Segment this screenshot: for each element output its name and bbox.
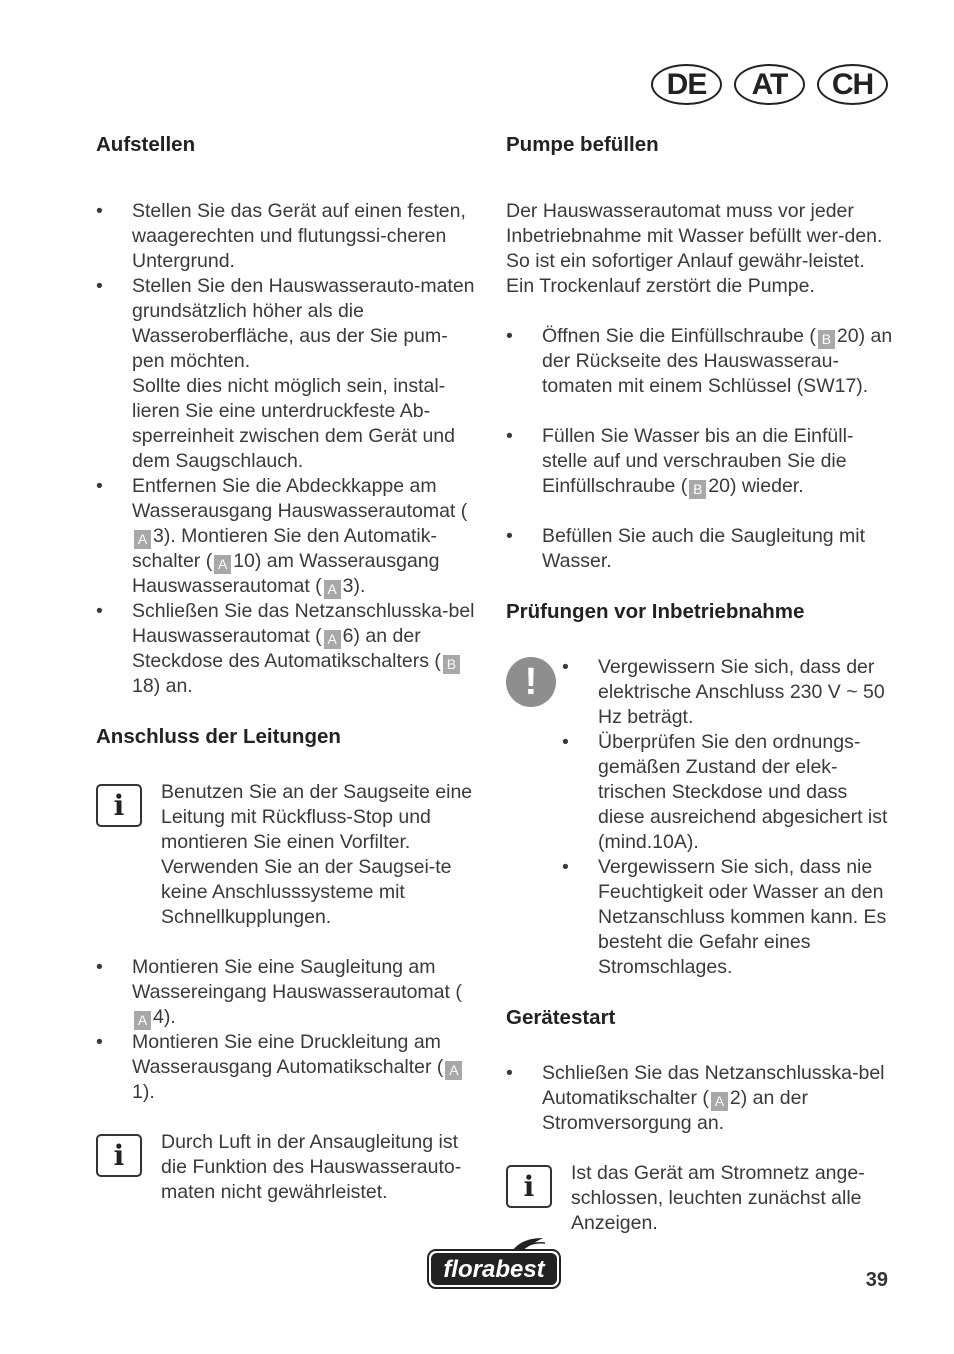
figure-ref-a: A — [324, 580, 341, 599]
info-note — [96, 1130, 476, 1205]
list-item-text: 10) am Wasserausgang Hauswasserautomat ( — [132, 550, 440, 597]
pumpe-list — [506, 324, 896, 574]
figure-ref-b: B — [443, 655, 460, 674]
list-item — [96, 599, 476, 699]
info-icon: i — [506, 1165, 552, 1208]
info-note — [96, 780, 476, 930]
list-item — [96, 199, 476, 274]
warning-note — [506, 655, 896, 980]
list-item-text: 20) wieder. — [708, 475, 804, 497]
list-item — [96, 274, 476, 474]
list-item-text: 18) an. — [132, 675, 193, 697]
list-item-text: Montieren Sie eine Saugleitung am Wassereingang Hauswasserautomat ( — [132, 956, 462, 1003]
list-item-text: Befüllen Sie auch die Saugleitung mit Wasser. — [542, 525, 866, 572]
figure-ref-b: B — [689, 480, 706, 499]
right-column — [506, 130, 896, 1236]
list-item — [506, 324, 896, 399]
lang-badge-de: DE — [651, 64, 722, 105]
list-item-text: Überprüfen Sie den ordnungs-gemäßen Zustand der elek-trischen Steckdose und dass diese ausreichend abgesichert ist (mind.10A). — [598, 731, 888, 853]
list-item-text: Entfernen Sie die Abdeckkappe am Wasserausgang Hauswasserautomat ( — [132, 475, 468, 522]
heading-pumpe: Pumpe befüllen — [506, 133, 659, 156]
heading-geraetestart: Gerätestart — [506, 1006, 616, 1029]
info-note-text: Benutzen Sie an der Saugseite eine Leitung mit Rückfluss-Stop und montieren Sie einen Vorfilter. Verwenden Sie an der Saugsei-te keine Anschlusssysteme mit Schnellkupplungen. — [161, 781, 473, 928]
list-item — [506, 524, 896, 574]
page-number: 39 — [865, 1269, 888, 1291]
figure-ref-a: A — [711, 1092, 728, 1111]
language-badges — [651, 64, 888, 105]
florabest-logo — [425, 1236, 563, 1290]
list-item-text: 3). Montieren Sie den Automatik-schalter ( — [132, 525, 437, 572]
list-item-text: 1). — [132, 1081, 155, 1103]
list-item-text: 2) an der Stromversorgung an. — [542, 1087, 808, 1134]
aufstellen-list — [96, 199, 476, 699]
figure-ref-a: A — [324, 630, 341, 649]
heading-anschluss: Anschluss der Leitungen — [96, 725, 341, 748]
list-item-text: 6) an der Steckdose des Automatikschalters ( — [132, 625, 441, 672]
pruefungen-list — [562, 655, 896, 980]
list-item-text: Vergewissern Sie sich, dass der elektrische Anschluss 230 V ~ 50 Hz beträgt. — [598, 656, 885, 728]
heading-pruefungen: Prüfungen vor Inbetriebnahme — [506, 600, 805, 623]
lang-badge-ch: CH — [817, 64, 888, 105]
list-item-text: Öffnen Sie die Einfüllschraube ( — [542, 325, 816, 347]
list-item — [96, 1030, 476, 1105]
list-item-text: 4). — [153, 1006, 176, 1028]
list-item — [562, 655, 896, 730]
list-item — [506, 424, 896, 499]
info-icon: i — [96, 784, 142, 827]
lang-badge-at: AT — [734, 64, 805, 105]
left-column — [96, 130, 476, 1205]
info-note — [506, 1161, 896, 1236]
info-icon: i — [96, 1134, 142, 1177]
figure-ref-a: A — [134, 530, 151, 549]
exclamation-icon: ! — [506, 657, 556, 707]
info-note-text: Ist das Gerät am Stromnetz ange-schlossen, leuchten zunächst alle Anzeigen. — [571, 1162, 865, 1234]
list-item-text: Montieren Sie eine Druckleitung am Wasserausgang Automatikschalter ( — [132, 1031, 444, 1078]
list-item — [562, 730, 896, 855]
list-item-text: Vergewissern Sie sich, dass nie Feuchtigkeit oder Wasser an den Netzanschluss kommen kann. Es besteht die Gefahr eines Stromschlages. — [598, 856, 887, 978]
figure-ref-a: A — [134, 1011, 151, 1030]
info-note-text: Durch Luft in der Ansaugleitung ist die Funktion des Hauswasserauto-maten nicht gewährleistet. — [161, 1131, 462, 1203]
geraetestart-list — [506, 1061, 896, 1136]
list-item-text: Schließen Sie das Netzanschlusska-bel Hauswasserautomat ( — [132, 600, 475, 647]
pumpe-intro: Der Hauswasserautomat muss vor jeder Inbetriebnahme mit Wasser befüllt wer-den. So ist ein sofortiger Anlauf gewähr-leistet. Ein Trockenlauf zerstört die Pumpe. — [506, 200, 883, 297]
list-item-text: Schließen Sie das Netzanschlusska-bel Automatikschalter ( — [542, 1062, 885, 1109]
figure-ref-b: B — [818, 330, 835, 349]
figure-ref-a: A — [214, 555, 231, 574]
logo-text: florabest — [443, 1256, 545, 1283]
list-item-text: 3). — [342, 575, 366, 597]
list-item — [96, 955, 476, 1030]
list-item — [562, 855, 896, 980]
list-item-text: Sollte dies nicht möglich sein, instal-lieren Sie eine unterdruckfeste Ab-sperreinheit zwischen dem Gerät und dem Saugschlauch. — [132, 375, 455, 472]
anschluss-list — [96, 955, 476, 1105]
list-item — [96, 474, 476, 599]
list-item-text: 20) an der Rückseite des Hauswasserau-tomaten mit einem Schlüssel (SW17). — [542, 325, 893, 397]
figure-ref-a: A — [445, 1061, 462, 1080]
list-item-text: Füllen Sie Wasser bis an die Einfüll-stelle auf und verschrauben Sie die Einfüllschraube ( — [542, 425, 854, 497]
list-item-text: Stellen Sie das Gerät auf einen festen, waagerechten und flutungssi-cheren Untergrund. — [132, 200, 466, 272]
heading-aufstellen: Aufstellen — [96, 133, 196, 156]
list-item-text: Stellen Sie den Hauswasserauto-maten grundsätzlich höher als die Wasseroberfläche, aus der Sie pum-pen möchten. — [132, 275, 475, 372]
list-item — [506, 1061, 896, 1136]
